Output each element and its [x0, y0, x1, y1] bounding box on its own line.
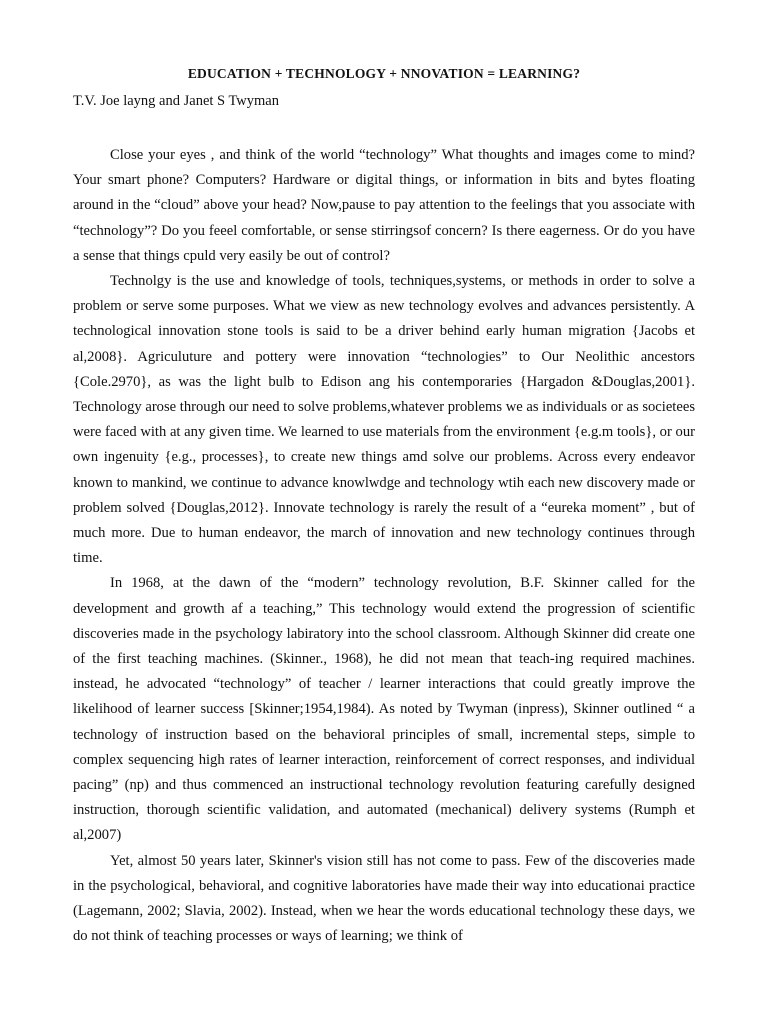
paragraph-3: In 1968, at the dawn of the “modern” technology revolution, B.F. Skinner called for the development and growth af a teaching,” This technology would extend the progression of scientific discoveries made in the psychology labiratory into the school classroom. Although Skinner did create one of the first teaching machines. (Skinner., 1968), he did not mean that teach-ing required machines. instead, he advocated “technology” of teacher / learner interactions that could greatly improve the likelihood of learner success [Skinner;1954,1984). As noted by Twyman (inpress), Skinner outlined “ a technology of instruction based on the behavioral principles of small, incremental steps, simple to complex sequencing high rates of learner interaction, reinforcement of correct responses, and individual pacing” (np) and thus commenced an instructional technology revolution featuring carefully designed instruction, thorough scientific validation, and automated (mechanical) delivery systems (Rumph et al,2007) — [73, 575, 695, 844]
document-title: EDUCATION + TECHNOLOGY + NNOVATION = LEARNING? — [187, 66, 581, 81]
paragraph-2: Technolgy is the use and knowledge of tools, techniques,systems, or methods in order to solve a problem or serve some purposes. What we view as new technology evolves and advances persistently. A technological innovation stone tools is said to be a driver behind early human migration {Jacobs et al,2008}. Agriculuture and pottery were innovation “technologies” to Our Neolithic ancestors {Cole.2970}, as was the light bulb to Edison ang his contemporaries {Hargadon &Douglas,2001}. Technology arose through our need to solve problems,whatever problems we as individuals or as societees were faced with at any given time. We learned to use materials from the environment {e.g.m tools}, or our own ingenuity {e.g., processes}, to create new things amd solve our problems. Across every endeavor known to mankind, we continue to advance knowlwdge and technology wtih each new discovery made or problem solved {Douglas,2012}. Innovate technology is rarely the result of a “eureka moment” , but of much more. Due to human endeavor, the march of innovation and new technology continues through time. — [73, 273, 695, 567]
document-authors: T.V. Joe layng and Janet S Twyman — [73, 93, 279, 109]
paragraph-4: Yet, almost 50 years later, Skinner's vision still has not come to pass. Few of the discoveries made in the psychological, behavioral, and cognitive laboratories have made their way into educationai practice (Lagemann, 2002; Slavia, 2002). Instead, when we hear the words educational technology these days, we do not think of teaching processes or ways of learning; we think of — [73, 852, 695, 945]
paragraph-1: Close your eyes , and think of the world “technology” What thoughts and images come to mind? Your smart phone? Computers? Hardware or digital things, or information in bits and bytes floating around in the “cloud” above your head? Now,pause to pay attention to the feelings that you associate with “technology”? Do you feeel comfortable, or sense stirringsof concern? Is there eagerness. Or do you have a sense that things cpuld very easily be out of control? — [73, 147, 695, 264]
document-body — [73, 143, 695, 950]
